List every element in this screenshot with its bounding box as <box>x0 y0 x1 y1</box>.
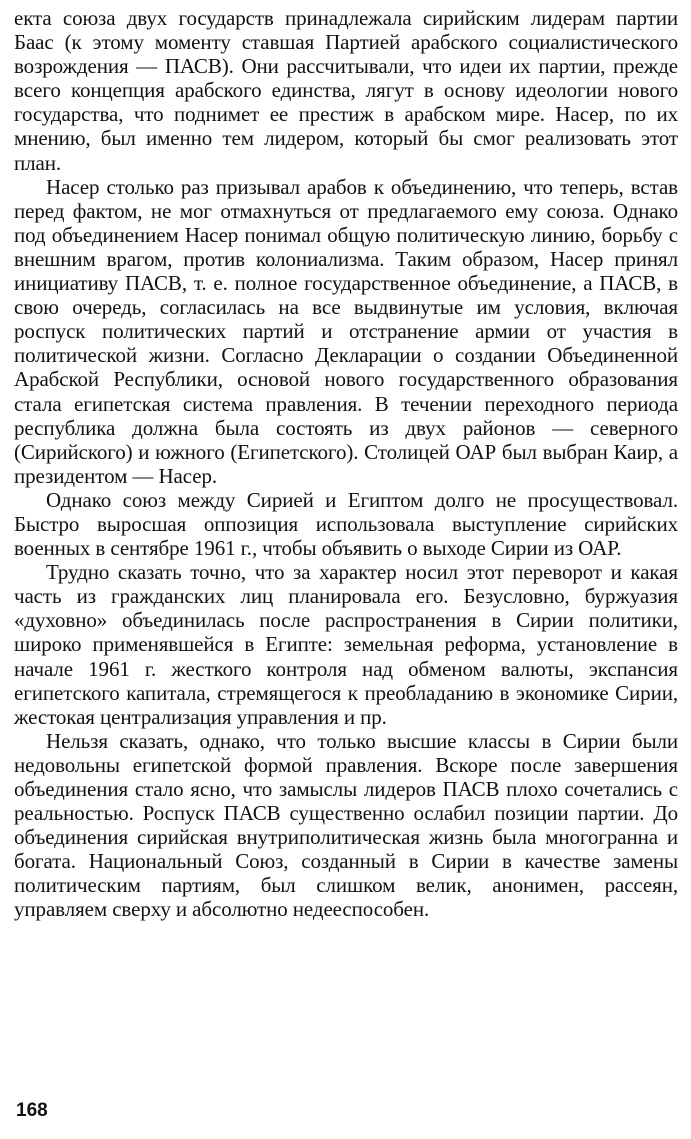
paragraph-5: Нельзя сказать, однако, что только высшие классы в Сирии были недовольны египетской формой правления. Вскоре после завершения объединения стало ясно, что замыслы лидеров ПАСВ плохо сочетались с реальностью. Роспуск ПАСВ существенно ослабил позиции партии. До объединения сирийская внутриполитическая жизнь была многогранна и богата. Национальный Союз, созданный в Сирии в качестве замены политическим партиям, был слишком велик, анонимен, рассеян, управляем сверху и абсолютно недееспособен. <box>14 728 678 922</box>
paragraph-3: Однако союз между Сирией и Египтом долго не просуществовал. Быстро выросшая оппозиция использовала выступление сирийских военных в сентябре 1961 г., чтобы объявить о выходе Сирии из ОАР. <box>14 487 678 561</box>
paragraph-4: Трудно сказать точно, что за характер носил этот переворот и какая часть из гражданских лиц планировала его. Безусловно, буржуазия «духовно» объединилась после распространения в Сирии политики, широко применявшейся в Египте: земельная реформа, установление в начале 1961 г. жесткого контроля над обменом валюты, экспансия египетского капитала, стремящегося к преобладанию в экономике Сирии, жестокая централизация управления и пр. <box>14 560 678 729</box>
paragraph-1: екта союза двух государств принадлежала сирийским лидерам партии Баас (к этому моменту ставшая Партией арабского социалистического возрождения — ПАСВ). Они рассчитывали, что идеи их партии, прежде всего концепция арабского единства, лягут в основу идеологии нового государства, что поднимет ее престиж в арабском мире. Насер, по их мнению, был именно тем лидером, который бы смог реализовать этот план. <box>14 6 678 175</box>
page-number: 168 <box>16 1100 48 1121</box>
body-text <box>14 6 678 922</box>
book-page <box>14 6 678 1131</box>
paragraph-2: Насер столько раз призывал арабов к объединению, что теперь, встав перед фактом, не мог отмахнуться от предлагаемого ему союза. Однако под объединением Насер понимал общую политическую линию, борьбу с внешним врагом, против колониализма. Таким образом, Насер принял инициативу ПАСВ, т. е. полное государственное объединение, а ПАСВ, в свою очередь, согласилась на все выдвинутые им условия, включая роспуск политических партий и отстранение армии от участия в политической жизни. Согласно Декларации о создании Объединенной Арабской Республики, основой нового государственного образования стала египетская система правления. В течении переходного периода республика должна была состоять из двух районов — северного (Сирийского) и южного (Египетского). Столицей ОАР был выбран Каир, а президентом — Насер. <box>14 174 678 488</box>
